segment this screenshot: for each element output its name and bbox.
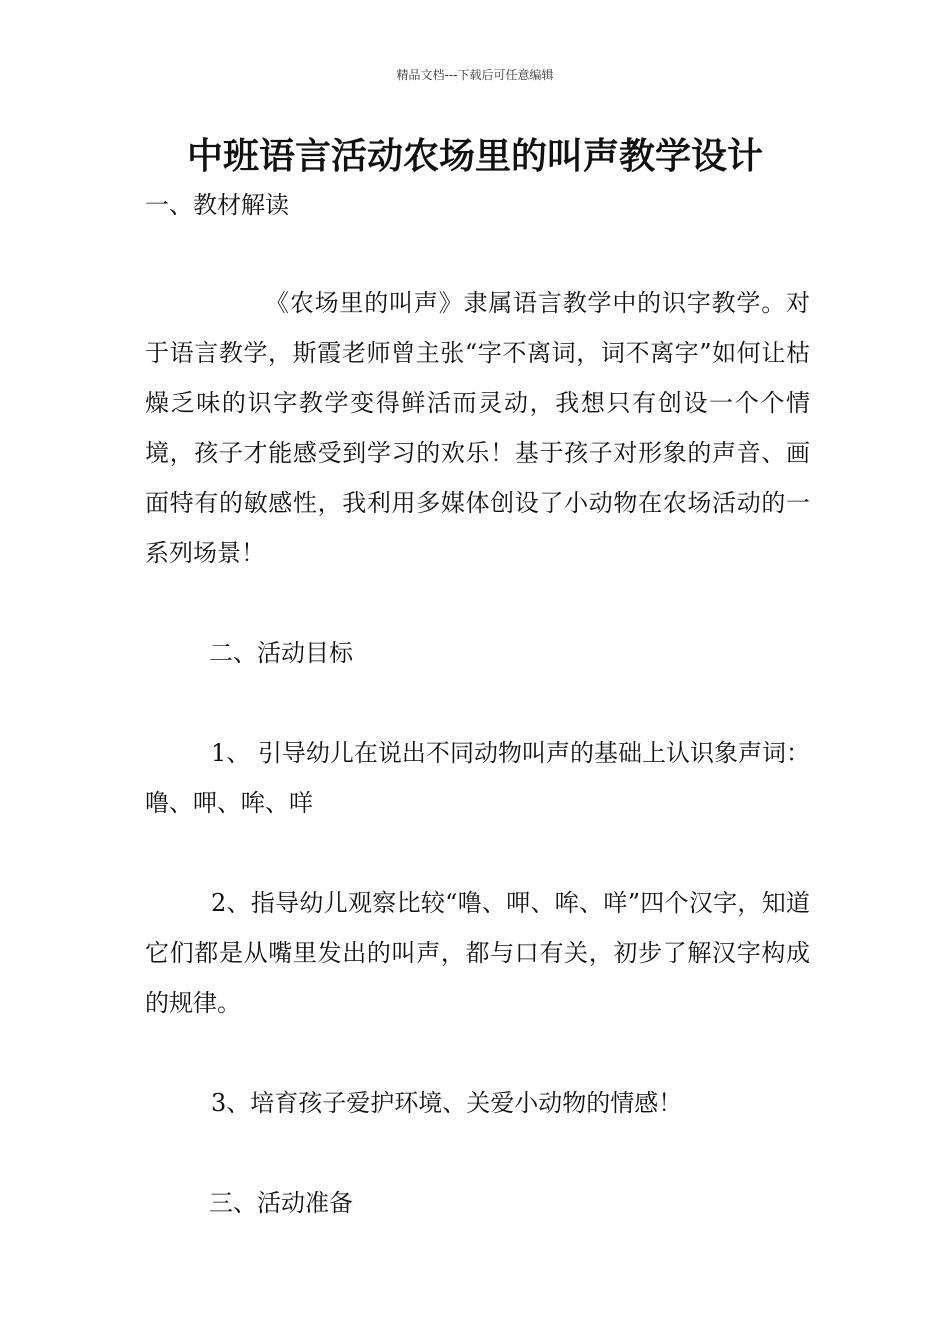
spacer bbox=[145, 230, 810, 278]
document-title: 中班语言活动农场里的叫声教学设计 bbox=[186, 136, 763, 177]
spacer bbox=[145, 578, 810, 628]
document-body bbox=[145, 180, 810, 1228]
spacer bbox=[145, 1128, 810, 1178]
section-heading-1: 一、教材解读 bbox=[145, 191, 289, 219]
header-note: 精品文档---下载后可任意编辑 bbox=[396, 68, 554, 82]
section-heading-2: 二、活动目标 bbox=[209, 639, 353, 667]
goal-item-3: 3、培育孩子爱护环境、关爱小动物的情感！ bbox=[211, 1089, 683, 1117]
spacer bbox=[145, 1028, 810, 1078]
spacer bbox=[145, 828, 810, 878]
goal-item-2: 2、指导幼儿观察比较“噜、呷、哞、咩”四个汉字，知道它们都是从嘴里发出的叫声，都与口有关，初步了解汉字构成的规律。 bbox=[145, 889, 810, 1017]
section-heading-3: 三、活动准备 bbox=[209, 1189, 353, 1217]
spacer bbox=[145, 678, 810, 728]
paragraph-material: 《农场里的叫声》隶属语言教学中的识字教学。对于语言教学，斯霞老师曾主张“字不离词，词不离字”如何让枯燥乏味的识字教学变得鲜活而灵动，我想只有创设一个个情境，孩子才能感受到学习的欢乐！基于孩子对形象的声音、画面特有的敏感性，我利用多媒体创设了小动物在农场活动的一系列场景！ bbox=[145, 289, 810, 567]
goal-item-1: 1、 引导幼儿在说出不同动物叫声的基础上认识象声词：噜、呷、哞、咩 bbox=[145, 739, 810, 817]
